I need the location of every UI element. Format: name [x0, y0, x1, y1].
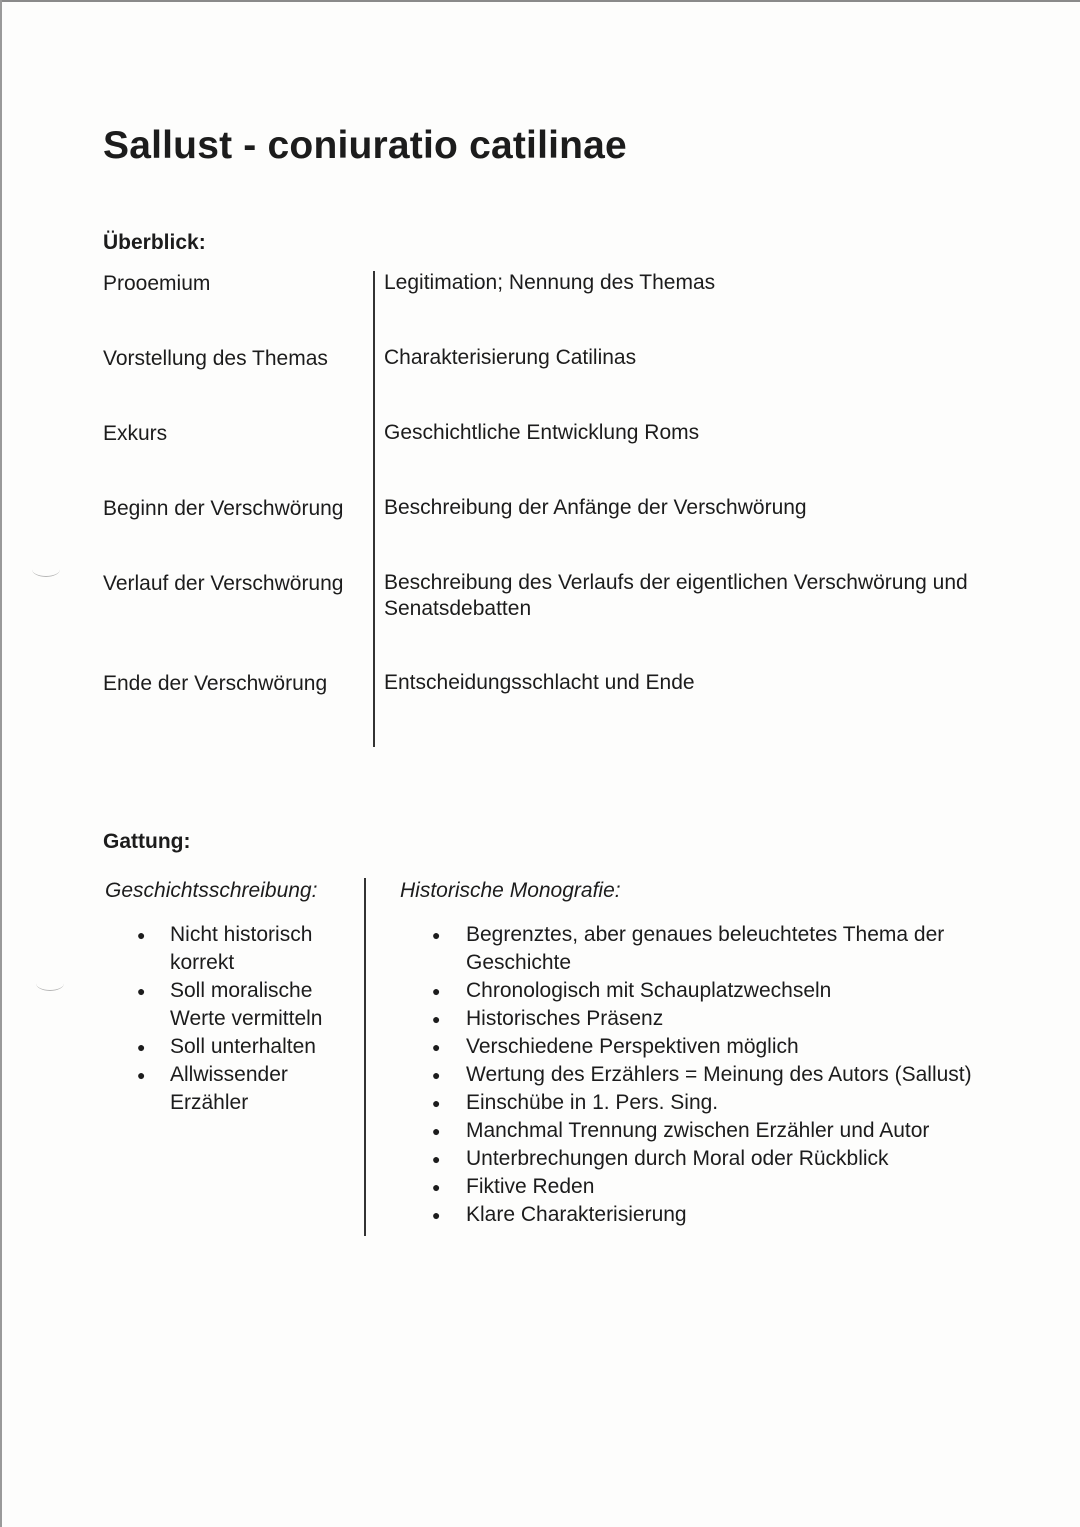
bullet-icon: ● — [137, 983, 146, 999]
list-item: ● Nicht historisch korrekt — [137, 923, 313, 974]
bullet-icon: ● — [432, 1039, 441, 1055]
list-item: ● Klare Charakterisierung — [466, 1201, 1026, 1229]
list-item: ● Soll unterhalten — [170, 1033, 350, 1061]
punch-hole-mark — [36, 976, 64, 991]
bullet-icon: ● — [432, 1179, 441, 1195]
overview-part: Beginn der Verschwörung — [103, 497, 344, 520]
list-item: ● Verschiedene Perspektiven möglich — [466, 1033, 1026, 1061]
list-item: ● Fiktive Reden — [466, 1173, 1026, 1201]
overview-part: Prooemium — [103, 272, 211, 295]
list-item: ● Manchmal Trennung zwischen Erzähler und Autor — [466, 1117, 1026, 1145]
page-edge-left — [0, 0, 2, 1527]
bullet-icon: ● — [137, 1067, 146, 1083]
bullet-icon: ● — [432, 1067, 441, 1083]
bullet-icon: ● — [432, 1095, 441, 1111]
bullet-icon: ● — [432, 1011, 441, 1027]
overview-part: Exkurs — [103, 422, 168, 445]
overview-part: Ende der Verschwörung — [103, 672, 328, 695]
genre-heading: Gattung: — [103, 830, 191, 853]
document-title: Sallust - coniuratio catilinae — [103, 124, 627, 167]
genre-divider — [364, 878, 366, 1236]
bullet-icon: ● — [432, 983, 441, 999]
bullet-icon: ● — [432, 1123, 441, 1139]
list-item: ● Chronologisch mit Schauplatzwechseln — [466, 977, 1026, 1005]
overview-heading: Überblick: — [103, 231, 206, 254]
bullet-icon: ● — [137, 927, 146, 943]
overview-description: Geschichtliche Entwicklung Roms — [384, 421, 700, 444]
genre-right-title: Historische Monografie: — [400, 879, 621, 902]
list-item: ● Begrenztes, aber genaues beleuchtetes Thema der Geschichte — [432, 923, 945, 974]
overview-description: Entscheidungsschlacht und Ende — [384, 671, 695, 694]
overview-description: Legitimation; Nennung des Themas — [384, 271, 716, 294]
list-item: ● Historisches Präsenz — [466, 1005, 1026, 1033]
overview-description: Beschreibung des Verlaufs der eigentlichen Verschwörung und Senatsdebatten — [384, 571, 968, 620]
list-item: ● Soll moralische Werte vermitteln — [137, 979, 323, 1030]
overview-description: Charakterisierung Catilinas — [384, 346, 637, 369]
page-edge-top — [0, 0, 1080, 2]
overview-description: Beschreibung der Anfänge der Verschwörung — [384, 496, 807, 519]
bullet-icon: ● — [432, 1151, 441, 1167]
genre-left-title: Geschichtsschreibung: — [105, 879, 318, 902]
punch-hole-mark — [32, 562, 60, 577]
overview-part: Verlauf der Verschwörung — [103, 572, 344, 595]
bullet-icon: ● — [432, 927, 441, 943]
overview-divider — [373, 271, 375, 747]
genre-left-list — [137, 921, 350, 1117]
overview-part: Vorstellung des Themas — [103, 347, 328, 370]
list-item: ● Allwissender Erzähler — [137, 1063, 288, 1114]
list-item: ● Wertung des Erzählers = Meinung des Autors (Sallust) — [466, 1061, 1026, 1089]
genre-right-list — [432, 921, 1026, 1229]
list-item: ● Unterbrechungen durch Moral oder Rückblick — [466, 1145, 1026, 1173]
list-item: ● Einschübe in 1. Pers. Sing. — [466, 1089, 1026, 1117]
bullet-icon: ● — [432, 1207, 441, 1223]
bullet-icon: ● — [137, 1039, 146, 1055]
